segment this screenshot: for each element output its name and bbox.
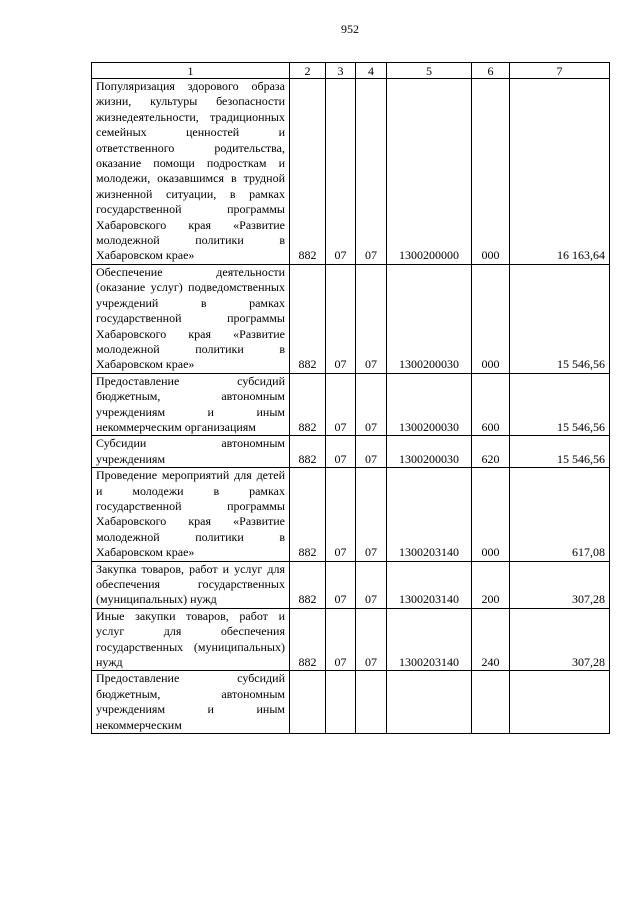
header-col-1: 1: [92, 63, 290, 79]
row-name: Популяризация здорового образа жизни, культуры безопасности жизнедеятельности, традиционных семейных ценностей и ответственного родительства, оказание помощи подросткам и молодежи, оказавшимся в трудной жизненной ситуации, в рамках государственной программы Хабаровского края «Развитие молодежной политики в Хабаровском крае»: [92, 79, 290, 265]
cell-ministry: 882: [290, 468, 326, 561]
row-name: Закупка товаров, работ и услуг для обеспечения государственных (муниципальных) нужд: [92, 561, 290, 608]
header-col-2: 2: [290, 63, 326, 79]
cell-section: 07: [326, 373, 356, 436]
header-row: [92, 63, 610, 79]
row-name: Предоставление субсидий бюджетным, автономным учреждениям и иным некоммерческим: [92, 671, 290, 734]
cell-subsection: [356, 671, 387, 734]
cell-section: 07: [326, 264, 356, 373]
cell-amount: 16 163,64: [510, 79, 610, 265]
cell-ministry: 882: [290, 373, 326, 436]
cell-expense-type: 000: [472, 468, 510, 561]
cell-amount: 617,08: [510, 468, 610, 561]
cell-target-article: 1300200030: [387, 436, 472, 468]
row-name: Субсидии автономным учреждениям: [92, 436, 290, 468]
table-row: [92, 468, 610, 561]
cell-subsection: 07: [356, 468, 387, 561]
cell-ministry: [290, 671, 326, 734]
cell-amount: [510, 671, 610, 734]
row-name: Обеспечение деятельности (оказание услуг) подведомственных учреждений в рамках государственной программы Хабаровского края «Развитие молодежной политики в Хабаровском крае»: [92, 264, 290, 373]
cell-expense-type: 000: [472, 79, 510, 265]
table-row: [92, 436, 610, 468]
cell-amount: 15 546,56: [510, 436, 610, 468]
cell-section: 07: [326, 436, 356, 468]
cell-subsection: 07: [356, 561, 387, 608]
table-row: [92, 373, 610, 436]
header-col-6: 6: [472, 63, 510, 79]
cell-expense-type: [472, 671, 510, 734]
table-row: [92, 608, 610, 671]
cell-subsection: 07: [356, 79, 387, 265]
cell-subsection: 07: [356, 608, 387, 671]
row-name: Иные закупки товаров, работ и услуг для обеспечения государственных (муниципальных) нужд: [92, 608, 290, 671]
cell-target-article: 1300203140: [387, 468, 472, 561]
header-col-3: 3: [326, 63, 356, 79]
cell-amount: 307,28: [510, 561, 610, 608]
cell-ministry: 882: [290, 608, 326, 671]
cell-expense-type: 600: [472, 373, 510, 436]
header-col-7: 7: [510, 63, 610, 79]
cell-expense-type: 000: [472, 264, 510, 373]
table-row: [92, 264, 610, 373]
cell-expense-type: 620: [472, 436, 510, 468]
cell-expense-type: 240: [472, 608, 510, 671]
cell-subsection: 07: [356, 436, 387, 468]
cell-subsection: 07: [356, 373, 387, 436]
header-col-5: 5: [387, 63, 472, 79]
cell-target-article: 1300203140: [387, 561, 472, 608]
cell-ministry: 882: [290, 436, 326, 468]
cell-expense-type: 200: [472, 561, 510, 608]
header-col-4: 4: [356, 63, 387, 79]
cell-target-article: 1300200030: [387, 264, 472, 373]
cell-amount: 15 546,56: [510, 264, 610, 373]
table-row: [92, 79, 610, 265]
cell-section: 07: [326, 468, 356, 561]
cell-ministry: 882: [290, 79, 326, 265]
cell-subsection: 07: [356, 264, 387, 373]
page-number: 952: [341, 22, 359, 36]
cell-target-article: [387, 671, 472, 734]
cell-section: 07: [326, 79, 356, 265]
table-row: [92, 561, 610, 608]
cell-section: [326, 671, 356, 734]
cell-target-article: 1300200000: [387, 79, 472, 265]
row-name: Предоставление субсидий бюджетным, автономным учреждениям и иным некоммерческим организациям: [92, 373, 290, 436]
cell-ministry: 882: [290, 264, 326, 373]
cell-section: 07: [326, 608, 356, 671]
table-row: [92, 671, 610, 734]
cell-amount: 307,28: [510, 608, 610, 671]
cell-target-article: 1300203140: [387, 608, 472, 671]
cell-ministry: 882: [290, 561, 326, 608]
cell-amount: 15 546,56: [510, 373, 610, 436]
budget-table: [91, 62, 610, 734]
cell-target-article: 1300200030: [387, 373, 472, 436]
row-name: Проведение мероприятий для детей и молодежи в рамках государственной программы Хабаровского края «Развитие молодежной политики в Хабаровском крае»: [92, 468, 290, 561]
cell-section: 07: [326, 561, 356, 608]
